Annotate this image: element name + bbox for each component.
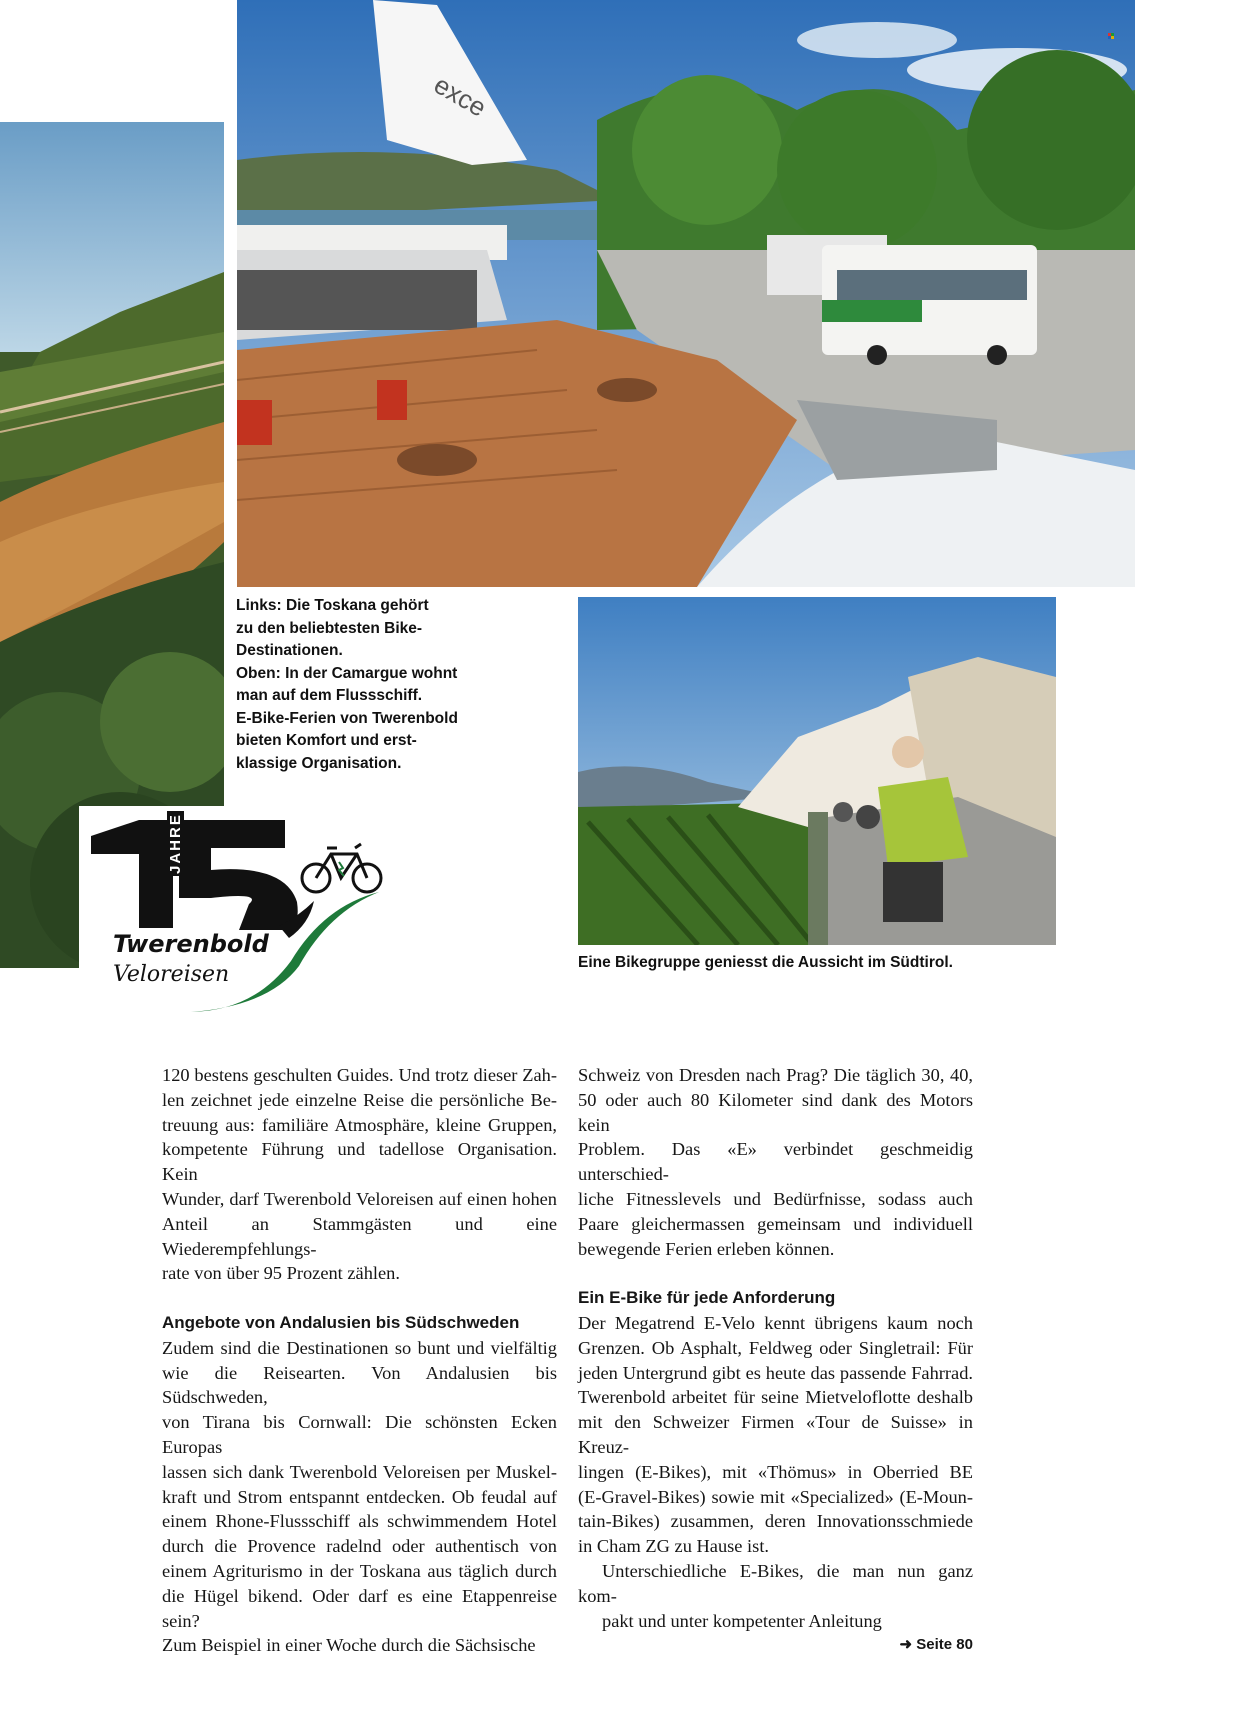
text-line: Der Megatrend E-Velo kennt übrigens kaum noch — [578, 1312, 973, 1333]
text-line: Grenzen. Ob Asphalt, Feldweg oder Singletrail: Für — [578, 1337, 973, 1358]
paragraph — [578, 1311, 973, 1559]
text-line: Schweiz von Dresden nach Prag? Die täglich 30, 40, — [578, 1065, 973, 1085]
text-line: 120 bestens geschulten Guides. Und trotz dieser Zah- — [162, 1065, 557, 1085]
caption-line: man auf dem Flussschiff. — [236, 687, 423, 704]
text-line: Zum Beispiel in einer Woche durch die Sächsische — [162, 1635, 536, 1656]
photo-bike-group — [578, 597, 1056, 945]
text-line: kompetente Führung und tadellose Organisation. Kein — [162, 1139, 557, 1185]
text-line: mit den Schweizer Firmen «Tour de Suisse» in Kreuz- — [578, 1412, 973, 1457]
text-line: (E-Gravel-Bikes) sowie mit «Specialized» (E-Moun- — [578, 1486, 973, 1507]
photo-ship-deck — [237, 0, 1135, 587]
continuation-label: Seite 80 — [916, 1636, 973, 1654]
text-line: len zeichnet jede einzelne Reise die persönliche Be- — [162, 1089, 557, 1110]
paragraph — [578, 1063, 973, 1261]
caption-line: klassige Organisation. — [236, 754, 402, 772]
logo-brand: Twerenbold — [113, 930, 269, 958]
text-line: Wunder, darf Twerenbold Veloreisen auf einen hohen — [162, 1188, 557, 1209]
text-line: einem Rhone-Flussschiff als schwimmendem Hotel — [162, 1511, 557, 1532]
text-line: tain-Bikes) zusammen, deren Innovationsschmiede — [578, 1511, 973, 1532]
text-line: Unterschiedliche E-Bikes, die man nun ganz kom- — [578, 1560, 973, 1606]
caption-line: Destinationen. — [236, 642, 343, 659]
paragraph — [162, 1336, 557, 1658]
text-line: Twerenbold arbeitet für seine Mietveloflotte deshalb — [578, 1387, 973, 1408]
text-line: Zudem sind die Destinationen so bunt und vielfältig — [162, 1337, 557, 1358]
arrow-right-icon: ➜ — [899, 1636, 913, 1654]
color-mark — [1111, 36, 1114, 39]
text-line: Problem. Das «E» verbindet geschmeidig unterschied- — [578, 1139, 973, 1185]
text-line: pakt und unter kompetenter Anleitung — [602, 1610, 882, 1631]
section-heading: Angebote von Andalusien bis Südschweden — [162, 1312, 520, 1332]
caption-line: bieten Komfort und erst- — [236, 732, 417, 749]
text-line: Paare gleichermassen gemeinsam und individuell — [578, 1213, 973, 1234]
article-column-left — [162, 1063, 557, 1658]
text-line: lingen (E-Bikes), mit «Thömus» in Oberried BE — [578, 1461, 973, 1482]
text-line: bewegende Ferien erleben können. — [578, 1238, 835, 1259]
text-line: in Cham ZG zu Hause ist. — [578, 1536, 770, 1557]
anniversary-logo — [79, 806, 399, 1020]
logo-script: Veloreisen — [113, 962, 230, 987]
caption-line: zu den beliebtesten Bike- — [236, 619, 423, 637]
text-line: 50 oder auch 80 Kilometer sind dank des Motors kein — [578, 1089, 973, 1135]
text-line: wie die Reisearten. Von Andalusien bis Südschweden, — [162, 1362, 557, 1408]
text-line: durch die Provence radelnd oder authentisch von — [162, 1536, 557, 1557]
article-column-right — [578, 1063, 973, 1658]
text-line: Anteil an Stammgästen und eine Wiederempfehlungs- — [162, 1213, 557, 1259]
caption-line: Links: Die Toskana gehört — [236, 597, 429, 614]
text-line: einem Agriturismo in der Toskana aus täglich durch — [162, 1560, 557, 1581]
text-line: rate von über 95 Prozent zählen. — [162, 1263, 400, 1284]
logo-jahre: JAHRE — [167, 813, 184, 874]
bicycle-icon — [299, 840, 385, 896]
text-line: lassen sich dank Twerenbold Veloreisen per Muskel- — [162, 1461, 557, 1482]
text-line: kraft und Strom entspannt entdecken. Ob feudal auf — [162, 1486, 557, 1507]
text-line: die Hügel bikend. Oder darf es eine Etappenreise sein? — [162, 1585, 557, 1631]
paragraph — [578, 1559, 973, 1654]
caption-line: E-Bike-Ferien von Twerenbold — [236, 709, 458, 727]
section-heading: Ein E-Bike für jede Anforderung — [578, 1288, 836, 1308]
flag-text: exce — [429, 69, 492, 123]
text-line: liche Fitnesslevels und Bedürfnisse, sodass auch — [578, 1188, 973, 1209]
continuation-link[interactable] — [876, 1633, 973, 1658]
text-line: jeden Untergrund gibt es heute das passende Fahrrad. — [578, 1362, 973, 1383]
caption-line: Oben: In der Camargue wohnt — [236, 664, 458, 682]
photo-caption-bikegroup: Eine Bikegruppe geniesst die Aussicht im Südtirol. — [578, 954, 953, 971]
photo-caption-main — [236, 595, 571, 775]
text-line: treuung aus: familiäre Atmosphäre, kleine Gruppen, — [162, 1114, 557, 1135]
text-line: von Tirana bis Cornwall: Die schönsten Ecken Europas — [162, 1412, 557, 1457]
paragraph — [162, 1063, 557, 1286]
